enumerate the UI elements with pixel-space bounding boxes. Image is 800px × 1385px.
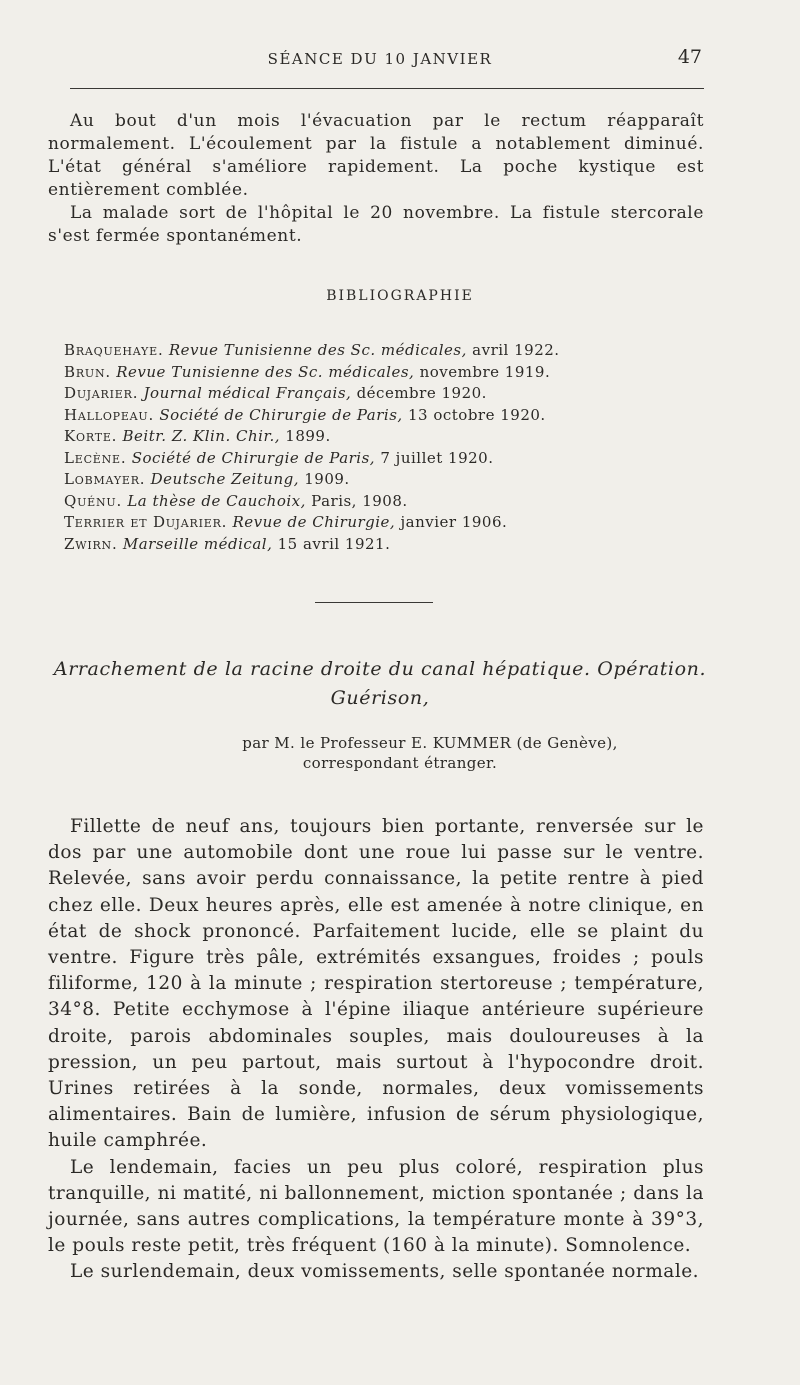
running-head-title: SÉANCE DU 10 JANVIER bbox=[267, 50, 493, 68]
bib-reference: Revue Tunisienne des Sc. médicales, bbox=[168, 341, 467, 359]
bib-reference: Deutsche Zeitung, bbox=[150, 470, 299, 488]
intro-text bbox=[48, 110, 704, 248]
bib-detail: 1909. bbox=[304, 470, 350, 488]
header-rule bbox=[70, 88, 704, 89]
bib-author: Zwirn. bbox=[64, 534, 118, 553]
paragraph: Au bout d'un mois l'évacuation par le rectum réapparaît normalement. L'écoulement par la fistule a notablement diminué. L'état général s'améliore rapidement. La poche kystique est entièrement comblée. bbox=[48, 111, 704, 200]
bib-detail: 7 juillet 1920. bbox=[380, 448, 494, 467]
paragraph: Le surlendemain, deux vomissements, selle spontanée normale. bbox=[70, 1261, 700, 1283]
bib-author: Terrier et Dujarier. bbox=[64, 513, 228, 531]
bibliography-entry bbox=[64, 534, 704, 556]
bib-detail: 15 avril 1921. bbox=[277, 534, 391, 553]
bib-detail: novembre 1919. bbox=[419, 362, 551, 381]
bib-detail: décembre 1920. bbox=[356, 384, 487, 402]
bib-author: Dujarier. bbox=[64, 384, 139, 402]
bib-reference: Revue de Chirurgie, bbox=[232, 513, 396, 531]
page-number: 47 bbox=[677, 46, 702, 68]
paragraph: Fillette de neuf ans, toujours bien portante, renversée sur le dos par une automobile dont une roue lui passe sur le ventre. Relevée, sans avoir perdu connaissance, la petite rentre à pied chez elle. Deux heures après, elle est amenée à notre clinique, en état de shock prononcé. Parfaitement lucide, elle se plaint du ventre. Figure très pâle, extrémités exsangues, froides ; pouls filiforme, 120 à la minute ; respiration stertoreuse ; température, 34°8. Petite ecchymose à l'épine iliaque antérieure supérieure droite, parois abdominales souples, mais douloureuses à la pression, un peu partout, mais surtout à l'hypocondre droit. Urines retirées à la sonde, normales, deux vomissements alimentaires. Bain de lumière, infusion de sérum physiologique, huile camphrée. bbox=[48, 816, 704, 1152]
bibliography-list bbox=[64, 340, 704, 555]
bib-detail: 1899. bbox=[285, 427, 331, 445]
bibliography-entry bbox=[64, 383, 704, 405]
bibliography-entry bbox=[64, 405, 704, 427]
bib-reference: La thèse de Cauchoix, bbox=[127, 491, 306, 510]
paragraph: La malade sort de l'hôpital le 20 novembre. La fistule stercorale s'est fermée spontanément. bbox=[48, 203, 704, 246]
paragraph: Le lendemain, facies un peu plus coloré, respiration plus tranquille, ni matité, ni ballonnement, miction spontanée ; dans la journée, sans autres complications, la température monte à 39°3, le pouls reste petit, très fréquent (160 à la minute). Somnolence. bbox=[48, 1156, 704, 1257]
bib-author: Korte. bbox=[64, 427, 118, 445]
bib-author: Quénu. bbox=[64, 491, 123, 510]
bib-reference: Société de Chirurgie de Paris, bbox=[131, 448, 376, 467]
bib-reference: Revue Tunisienne des Sc. médicales, bbox=[116, 362, 415, 381]
bib-author: Brun. bbox=[64, 362, 111, 381]
article-body bbox=[48, 814, 704, 1286]
running-head bbox=[0, 44, 800, 74]
bibliography-entry bbox=[64, 340, 704, 362]
bib-reference: Marseille médical, bbox=[122, 534, 273, 553]
bibliography-entry bbox=[64, 448, 704, 470]
bibliography-entry bbox=[64, 469, 704, 491]
bib-reference: Journal médical Français, bbox=[143, 384, 352, 402]
bib-detail: 13 octobre 1920. bbox=[407, 405, 546, 424]
bib-reference: Beitr. Z. Klin. Chir., bbox=[122, 427, 281, 445]
bib-detail: avril 1922. bbox=[472, 341, 560, 359]
bib-author: Lecène. bbox=[64, 448, 127, 467]
bibliography-entry bbox=[64, 426, 704, 448]
byline-role: correspondant étranger. bbox=[302, 754, 498, 772]
article-title-line: Guérison, bbox=[330, 687, 430, 709]
byline-author: par M. le Professeur E. KUMMER (de Genève), bbox=[242, 734, 618, 752]
bib-author: Lobmayer. bbox=[64, 470, 146, 488]
bib-detail: janvier 1906. bbox=[400, 513, 508, 531]
section-divider bbox=[315, 602, 433, 603]
bib-reference: Société de Chirurgie de Paris, bbox=[159, 405, 403, 424]
article-title-line: Arrachement de la racine droite du canal hépatique. Opération. bbox=[53, 658, 707, 680]
bibliography-heading: BIBLIOGRAPHIE bbox=[326, 288, 474, 304]
bib-author: Braquehaye. bbox=[64, 341, 164, 359]
article-byline bbox=[0, 733, 800, 773]
article-title bbox=[30, 655, 730, 713]
bibliography-entry bbox=[64, 362, 704, 384]
bibliography-entry bbox=[64, 491, 704, 513]
bibliography-entry bbox=[64, 512, 704, 534]
bib-detail: Paris, 1908. bbox=[311, 491, 408, 510]
bib-author: Hallopeau. bbox=[64, 405, 155, 424]
